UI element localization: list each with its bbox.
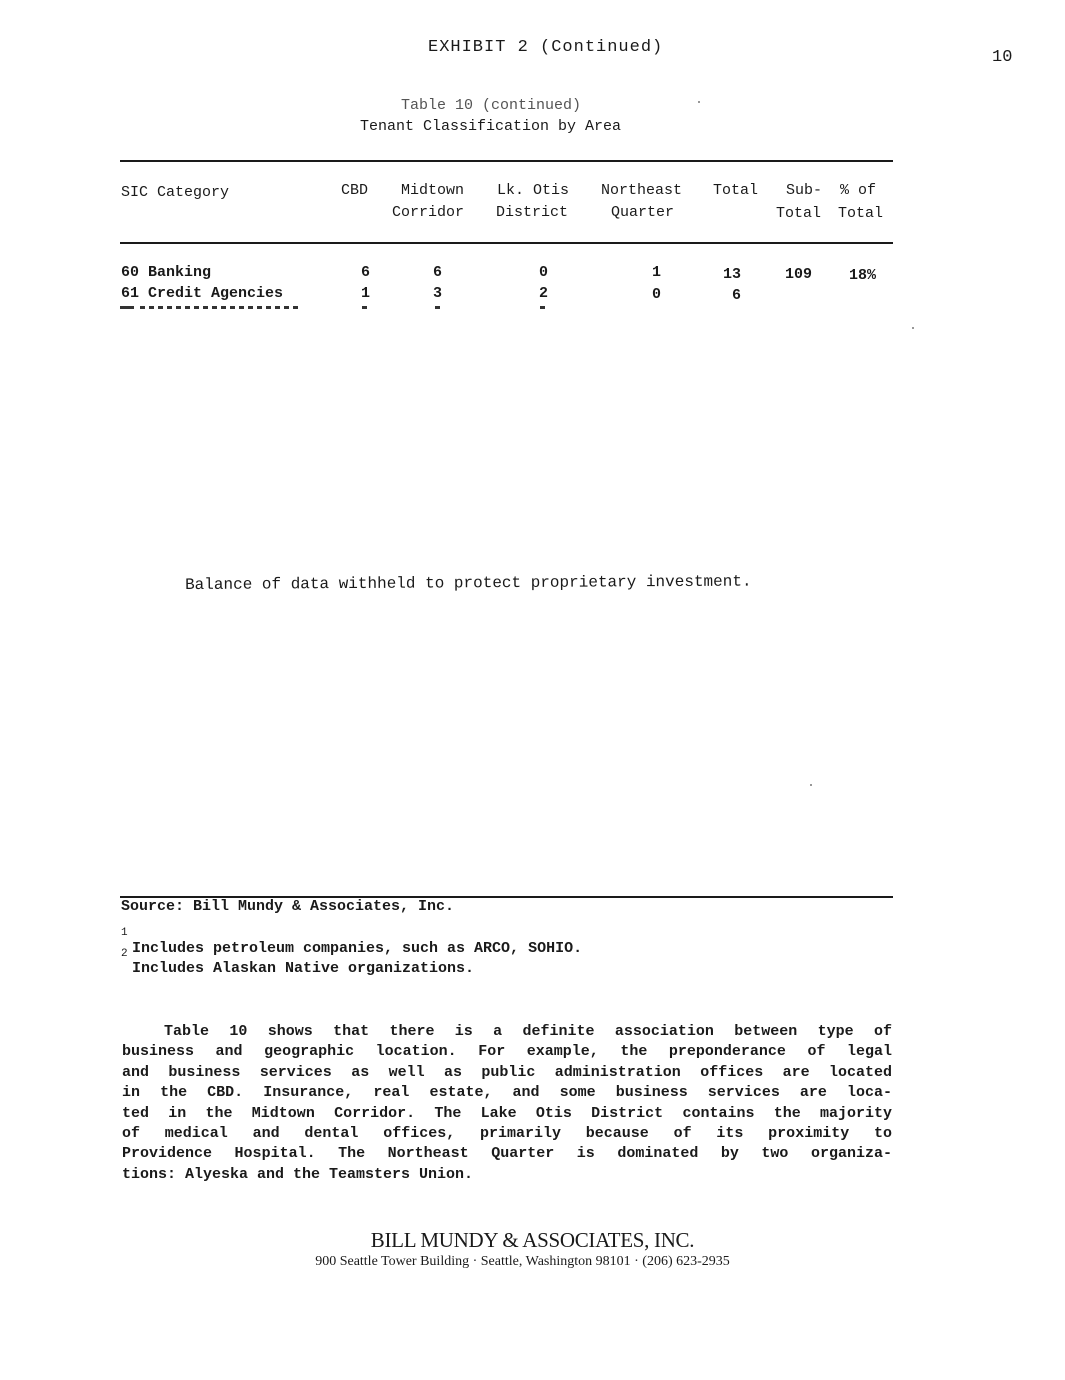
footnote-2-marker: 2 xyxy=(121,948,128,960)
scan-speck xyxy=(810,784,812,786)
table-caption-line1: Table 10 (continued) xyxy=(401,97,582,114)
col-header-midtown: Midtown xyxy=(401,182,465,199)
col-header-total: Total xyxy=(713,182,759,199)
scan-speck xyxy=(912,327,914,329)
cell-pct-total: 18% xyxy=(849,267,877,284)
paragraph-last-line: tions: Alyeska and the Teamsters Union. xyxy=(122,1165,474,1183)
cell-lk-otis: 2 xyxy=(539,285,549,302)
cell-lk-otis: 0 xyxy=(539,264,549,281)
table-caption-line2: Tenant Classification by Area xyxy=(360,118,622,135)
cell-cbd: 1 xyxy=(361,285,371,302)
col-header-northeast: Northeast xyxy=(601,182,683,199)
footnote-1: Includes petroleum companies, such as ARCO, SOHIO. xyxy=(132,940,583,957)
page-number: 10 xyxy=(992,48,1013,67)
paragraph-line: Providence Hospital. The Northeast Quarter is dominated by two organiza- xyxy=(122,1145,892,1163)
cell-northeast: 1 xyxy=(652,264,662,281)
paragraph-line: Table 10 shows that there is a definite association between type of xyxy=(164,1023,892,1040)
col-header-cbd: CBD xyxy=(341,182,369,199)
paragraph-line: of medical and dental offices, primarily because of its proximity to xyxy=(122,1124,892,1142)
body-paragraph xyxy=(122,1022,892,1185)
col-header-sub-total: Sub- xyxy=(786,182,823,199)
col-header-midtown-2: Corridor xyxy=(392,204,465,221)
scan-speck xyxy=(698,101,700,103)
exhibit-title: EXHIBIT 2 (Continued) xyxy=(428,38,664,57)
company-address: 900 Seattle Tower Building · Seattle, Washington 98101 · (206) 623-2935 xyxy=(315,1254,730,1269)
footnote-1-marker: 1 xyxy=(121,927,128,939)
col-header-lk-otis-2: District xyxy=(496,204,569,221)
cell-sub-total: 109 xyxy=(785,266,813,283)
col-header-sub-total-2: Total xyxy=(776,205,822,222)
col-header-pct-of-total-2: Total xyxy=(838,205,884,222)
table-top-rule xyxy=(120,160,893,162)
paragraph-line: in the CBD. Insurance, real estate, and some business services are loca- xyxy=(122,1084,892,1102)
table-header-rule xyxy=(120,242,893,244)
cell-category: 60 Banking xyxy=(121,264,212,281)
paragraph-line: and business services as well as public administration offices are located xyxy=(122,1063,892,1081)
cell-midtown: 6 xyxy=(433,264,443,281)
cell-midtown: 3 xyxy=(433,285,443,302)
company-name: BILL MUNDY & ASSOCIATES, INC. xyxy=(370,1228,695,1252)
paragraph-line: business and geographic location. For example, the preponderance of legal xyxy=(122,1043,892,1061)
footnote-2: Includes Alaskan Native organizations. xyxy=(132,960,475,977)
paragraph-line: ted in the Midtown Corridor. The Lake Otis District contains the majority xyxy=(122,1104,892,1122)
col-header-lk-otis: Lk. Otis xyxy=(497,182,570,199)
withheld-data-note: Balance of data withheld to protect proprietary investment. xyxy=(185,572,752,594)
cell-cbd: 6 xyxy=(361,264,371,281)
cell-category: 61 Credit Agencies xyxy=(121,285,284,302)
col-header-sic-category: SIC Category xyxy=(121,184,230,201)
cell-total: 13 xyxy=(723,266,742,283)
cell-northeast: 0 xyxy=(652,286,662,303)
col-header-northeast-2: Quarter xyxy=(611,204,675,221)
cell-total: 6 xyxy=(732,287,742,304)
col-header-pct-of-total: % of xyxy=(840,182,877,199)
source-note: Source: Bill Mundy & Associates, Inc. xyxy=(121,898,455,915)
